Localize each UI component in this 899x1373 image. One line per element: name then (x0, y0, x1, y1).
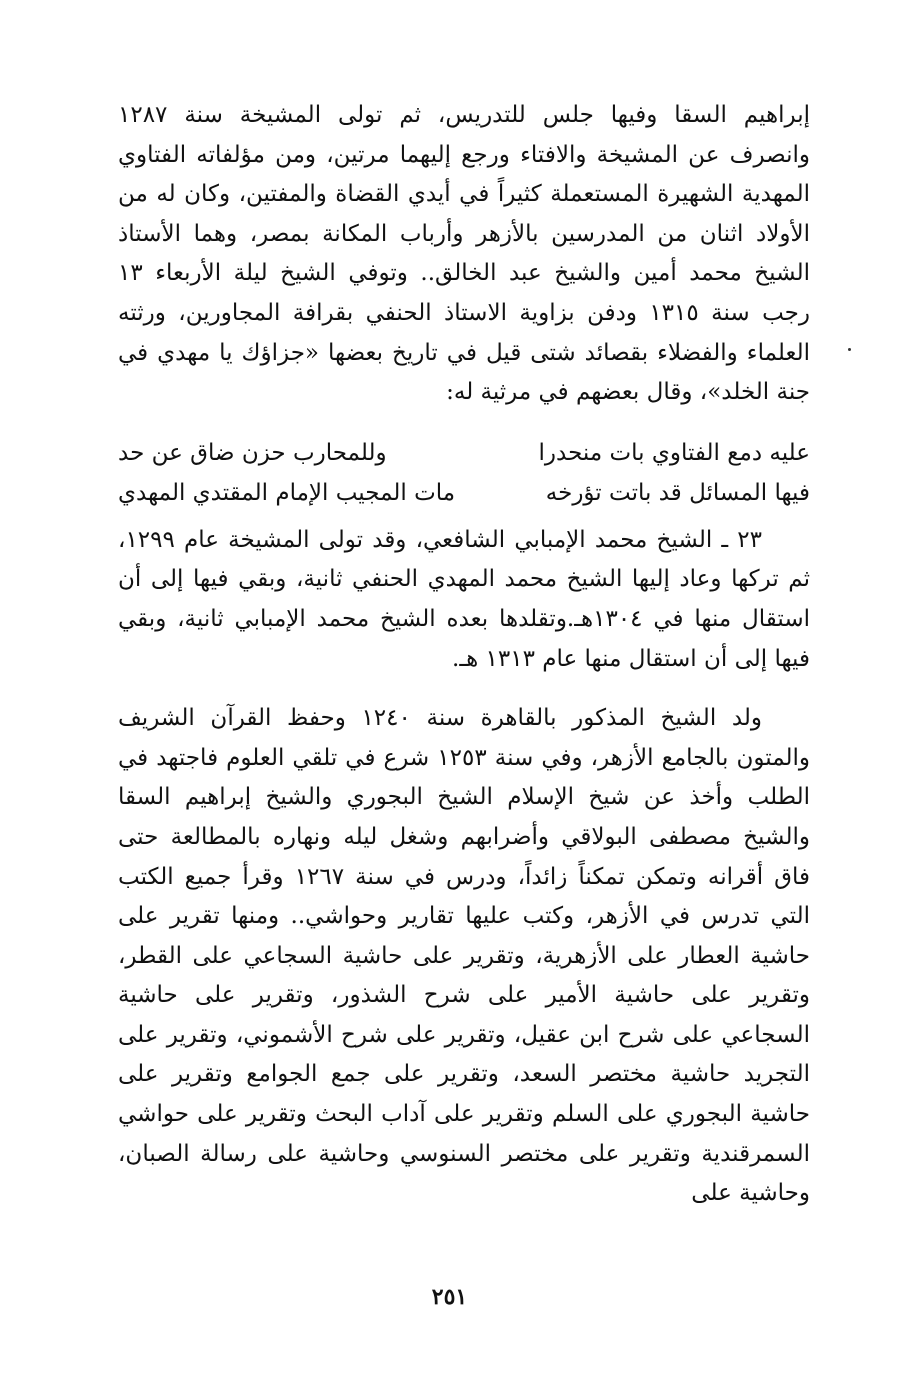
verse-1-first-hemistich: عليه دمع الفتاوي بات منحدرا (538, 439, 810, 466)
page-number: ٢٥١ (431, 1284, 468, 1310)
paragraph-continued: إبراهيم السقا وفيها جلس للتدريس، ثم تولى المشيخة سنة ١٢٨٧ وانصرف عن المشيخة والافتاء ورجع إليهما مرتين، ومن مؤلفاته الفتاوي المهدية الشهيرة المستعملة كثيراً في أيدي القضاة والمفتين، وكان له من الأولاد اثنان من المدرسين بالأزهر وأرباب المكانة بمصر، وهما الأستاذ الشيخ محمد أمين والشيخ عبد الخالق.. وتوفي الشيخ ليلة الأربعاء ١٣ رجب سنة ١٣١٥ ودفن بزاوية الاستاذ الحنفي بقرافة المجاورين، ورثته العلماء والفضلاء بقصائد شتى قيل في تاريخ بعضها «جزاؤك يا مهدي في جنة الخلد»، وقال بعضهم في مرثية له: (118, 102, 811, 406)
verse-2-second-hemistich: مات المجيب الإمام المقتدي المهدي (118, 479, 456, 506)
ink-speck (848, 348, 851, 351)
verse-2-first-hemistich: فيها المسائل قد باتت تؤرخه (545, 479, 810, 506)
poem-verse-1 (118, 433, 810, 473)
paragraph-biography: ولد الشيخ المذكور بالقاهرة سنة ١٢٤٠ وحفظ القرآن الشريف والمتون بالجامع الأزهر، وفي سنة ١٢٥٣ شرع في تلقي العلوم فاجتهد في الطلب وأخذ عن شيخ الإسلام الشيخ البجوري والشيخ إبراهيم السقا والشيخ مصطفى البولاقي وأضرابهم وشغل ليله ونهاره بالمطالعة حتى فاق أقرانه وتمكن تمكناً زائداً، ودرس في سنة ١٢٦٧ وقرأ جميع الكتب التي تدرس في الأزهر، وكتب عليها تقارير وحواشي.. ومنها تقرير على حاشية العطار على الأزهرية، وتقرير على حاشية السجاعي على القطر، وتقرير على حاشية الأمير على شرح الشذور، وتقرير على حاشية السجاعي على شرح ابن عقيل، وتقرير على شرح الأشموني، وتقرير على التجريد حاشية مختصر السعد، وتقرير على جمع الجوامع وتقرير على حاشية البجوري على السلم وتقرير على آداب البحث وتقرير على حواشي السمرقندية وتقرير على مختصر السنوسي وحاشية على رسالة الصبان، وحاشية على (118, 705, 811, 1207)
paragraph-entry-23: ٢٣ ـ الشيخ محمد الإمبابي الشافعي، وقد تولى المشيخة عام ١٢٩٩، ثم تركها وعاد إليها الشيخ محمد المهدي الحنفي ثانية، وبقي فيها إلى أن استقال منها في ١٣٠٤هـ.وتقلدها بعده الشيخ محمد الإمبابي ثانية، وبقي فيها إلى أن استقال منها عام ١٣١٣ هـ. (118, 526, 810, 672)
poem-verse-2 (118, 473, 810, 513)
page-body (118, 96, 810, 1214)
elegy-poem (118, 433, 810, 513)
verse-1-second-hemistich: وللمحارب حزن ضاق عن حد (118, 439, 387, 466)
